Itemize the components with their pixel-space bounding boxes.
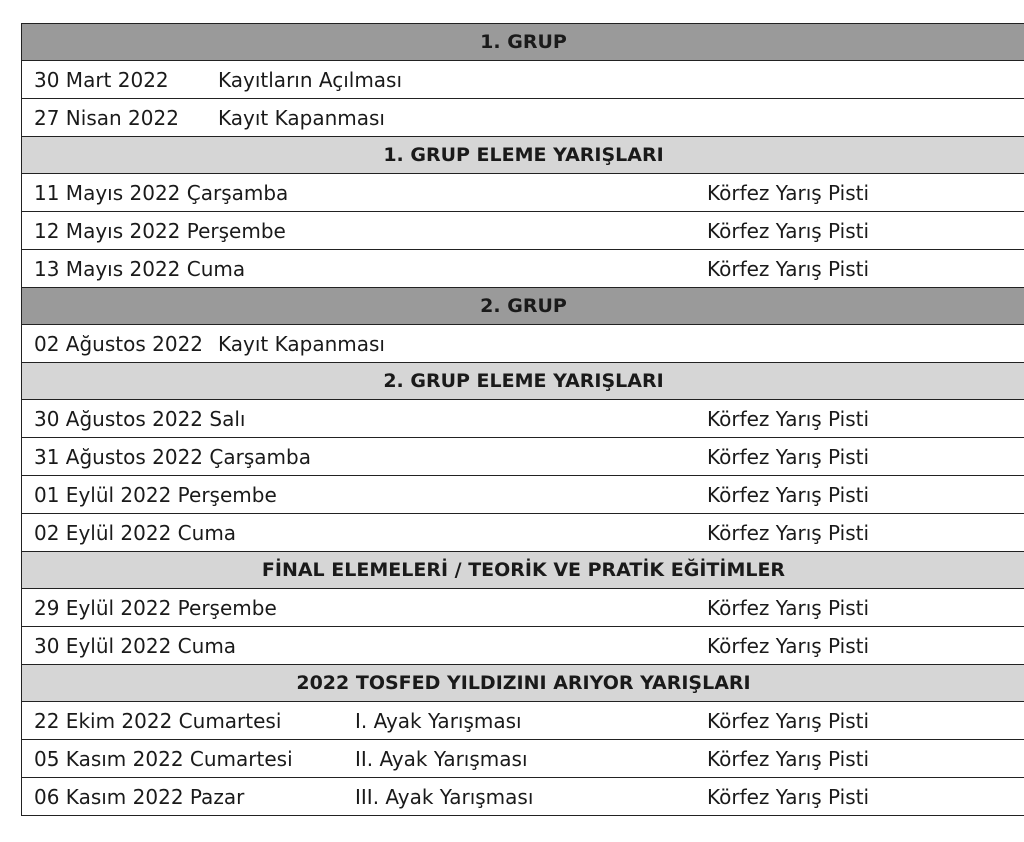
venue-cell: Körfez Yarış Pisti xyxy=(707,482,870,507)
venue-cell: Körfez Yarış Pisti xyxy=(707,708,870,733)
venue-cell: Körfez Yarış Pisti xyxy=(707,218,870,243)
date-cell: 11 Mayıs 2022 Çarşamba xyxy=(34,180,289,205)
table-row xyxy=(22,514,1024,552)
date-cell: 02 Ağustos 2022 xyxy=(34,331,204,356)
table-row xyxy=(22,476,1024,514)
event-cell: II. Ayak Yarışması xyxy=(355,746,528,771)
section-header: 1. GRUP xyxy=(22,24,1024,61)
event-cell: I. Ayak Yarışması xyxy=(355,708,522,733)
section-header: 2. GRUP ELEME YARIŞLARI xyxy=(22,363,1024,400)
date-cell: 30 Ağustos 2022 Salı xyxy=(34,406,246,431)
venue-cell: Körfez Yarış Pisti xyxy=(707,406,870,431)
date-cell: 27 Nisan 2022 xyxy=(34,105,179,130)
date-cell: 30 Eylül 2022 Cuma xyxy=(34,633,237,658)
table-row xyxy=(22,438,1024,476)
table-row xyxy=(22,778,1024,816)
date-cell: 13 Mayıs 2022 Cuma xyxy=(34,256,246,281)
date-cell: 02 Eylül 2022 Cuma xyxy=(34,520,237,545)
venue-cell: Körfez Yarış Pisti xyxy=(707,520,870,545)
date-cell: 05 Kasım 2022 Cumartesi xyxy=(34,746,293,771)
table-row xyxy=(22,702,1024,740)
venue-cell: Körfez Yarış Pisti xyxy=(707,784,870,809)
table-row xyxy=(22,740,1024,778)
table-row xyxy=(22,99,1024,137)
venue-cell: Körfez Yarış Pisti xyxy=(707,595,870,620)
schedule-table xyxy=(21,23,1024,816)
table-row xyxy=(22,212,1024,250)
venue-cell: Körfez Yarış Pisti xyxy=(707,180,870,205)
table-row xyxy=(22,174,1024,212)
table-row xyxy=(22,400,1024,438)
table-row xyxy=(22,589,1024,627)
section-header: 1. GRUP ELEME YARIŞLARI xyxy=(22,137,1024,174)
date-cell: 01 Eylül 2022 Perşembe xyxy=(34,482,277,507)
table-row xyxy=(22,325,1024,363)
venue-cell: Körfez Yarış Pisti xyxy=(707,444,870,469)
date-cell: 31 Ağustos 2022 Çarşamba xyxy=(34,444,311,469)
section-header: 2. GRUP xyxy=(22,288,1024,325)
table-row xyxy=(22,627,1024,665)
venue-cell: Körfez Yarış Pisti xyxy=(707,633,870,658)
date-cell: 12 Mayıs 2022 Perşembe xyxy=(34,218,286,243)
event-cell: Kayıt Kapanması xyxy=(218,331,385,356)
date-cell: 30 Mart 2022 xyxy=(34,67,169,92)
event-cell: Kayıtların Açılması xyxy=(218,67,403,92)
date-cell: 06 Kasım 2022 Pazar xyxy=(34,784,245,809)
venue-cell: Körfez Yarış Pisti xyxy=(707,256,870,281)
event-cell: III. Ayak Yarışması xyxy=(355,784,534,809)
section-header: FİNAL ELEMELERİ / TEORİK VE PRATİK EĞİTİMLER xyxy=(22,552,1024,589)
table-row xyxy=(22,250,1024,288)
table-row xyxy=(22,61,1024,99)
venue-cell: Körfez Yarış Pisti xyxy=(707,746,870,771)
event-cell: Kayıt Kapanması xyxy=(218,105,385,130)
section-header: 2022 TOSFED YILDIZINI ARIYOR YARIŞLARI xyxy=(22,665,1024,702)
date-cell: 29 Eylül 2022 Perşembe xyxy=(34,595,277,620)
date-cell: 22 Ekim 2022 Cumartesi xyxy=(34,708,282,733)
